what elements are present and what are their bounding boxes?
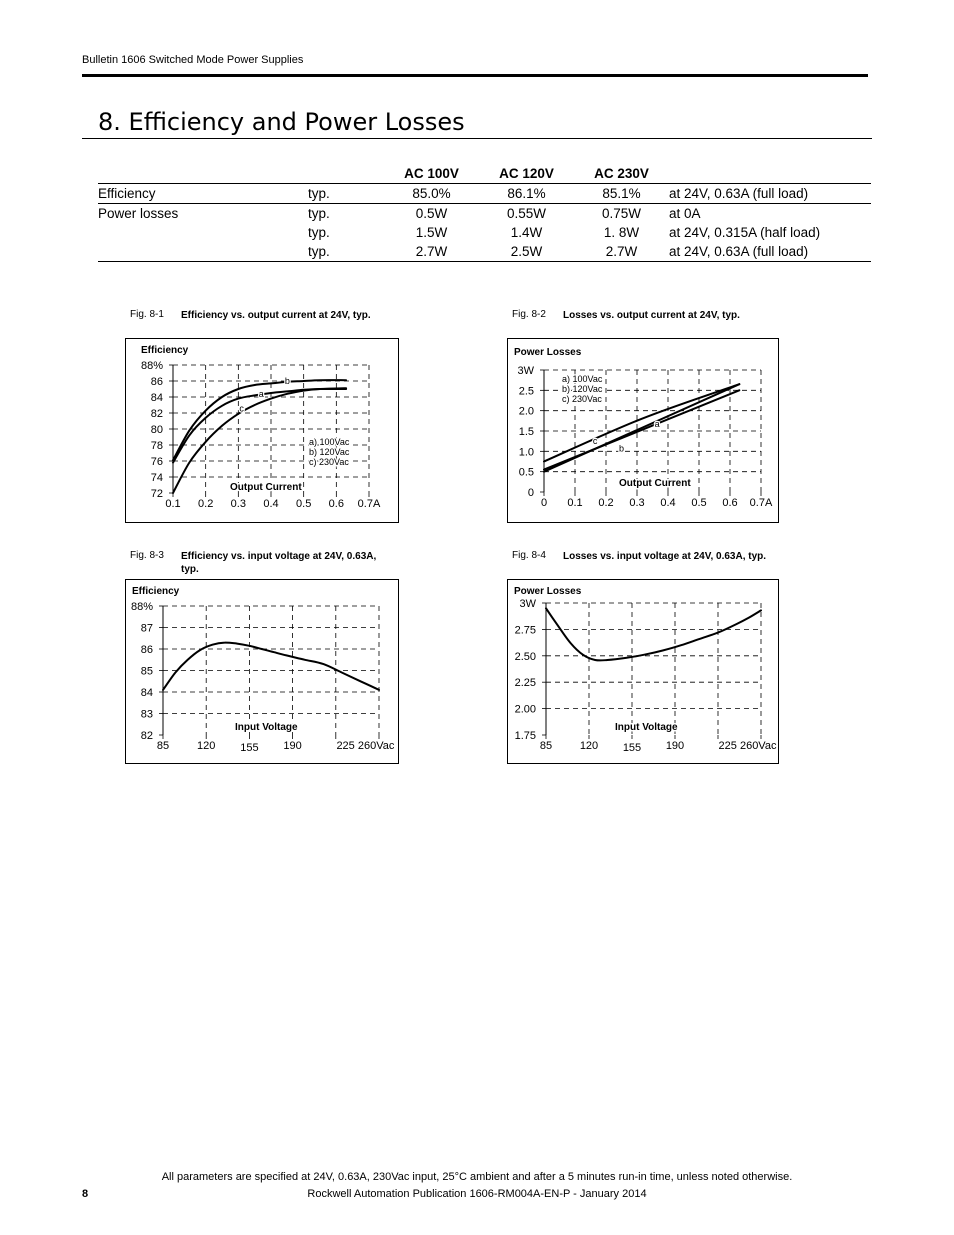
figure-number: Fig. 8-2 (512, 309, 546, 320)
x-tick-label: 0.6 (722, 497, 738, 509)
x-tick-label: 0.3 (629, 497, 645, 509)
figure-number: Fig. 8-1 (130, 309, 164, 320)
row-condition: at 24V, 0.63A (full load) (669, 242, 871, 262)
y-tick-label: 82 (140, 730, 153, 742)
chart-frame (126, 339, 399, 523)
losses-vs-output-current-chart (507, 338, 779, 523)
row-condition: at 24V, 0.63A (full load) (669, 184, 871, 204)
legend-entry: c) 230Vac (309, 457, 349, 467)
curve-label: b (618, 443, 625, 454)
y-tick-label: 87 (140, 622, 153, 635)
cell-value: 85.0% (384, 184, 479, 204)
x-tick-label: 155 (622, 742, 642, 754)
curve-label: c (239, 403, 244, 414)
figure-title: Losses vs. input voltage at 24V, 0.63A, typ. (563, 551, 767, 562)
curve-label: a (654, 418, 660, 429)
row-label: Efficiency (98, 184, 308, 204)
header-rule (82, 74, 868, 77)
y-tick-label: 78 (150, 440, 163, 452)
curve-label: c (592, 436, 598, 447)
row-condition: at 24V, 0.315A (half load) (669, 225, 821, 240)
x-tick-label: 0 (540, 497, 548, 509)
row-label (98, 242, 308, 262)
chart-title: Efficiency (132, 586, 180, 597)
cell-value: 2.7W (574, 242, 669, 262)
chart-frame (508, 580, 779, 764)
x-tick-label: 120 (197, 740, 216, 752)
y-tick-label: 0 (527, 487, 534, 499)
table-row (98, 242, 871, 262)
y-tick-label: 88% (140, 360, 163, 372)
y-tick-label: 3W (519, 598, 536, 610)
column-header: AC 120V (499, 165, 554, 181)
chart-title: Power Losses (514, 586, 582, 597)
table-row (98, 184, 871, 204)
y-tick-label: 76 (150, 456, 163, 468)
row-typ: typ. (308, 242, 384, 262)
cell-value: 0.55W (479, 204, 574, 224)
y-tick-label: 2.50 (514, 650, 536, 663)
cell-value: 1.4W (510, 225, 543, 240)
legend-entry: b) 120Vac (562, 384, 603, 394)
y-tick-label: 2.5 (518, 385, 534, 398)
x-tick-label: 0.4 (660, 497, 676, 509)
x-tick-label: 85 (539, 740, 553, 752)
x-tick-label: 0.4 (263, 498, 279, 510)
legend-entry: a) 100Vac (309, 437, 350, 447)
section-title: 8. Efficiency and Power Losses (98, 108, 465, 136)
x-tick-label: 0.5 (296, 498, 312, 510)
x-tick-label: 0.2 (598, 497, 614, 509)
y-tick-label: 82 (150, 408, 163, 420)
y-tick-label: 1.5 (518, 426, 534, 438)
curve-label: a (258, 389, 264, 399)
figure-number: Fig. 8-4 (512, 550, 546, 561)
chart-svg (125, 338, 399, 523)
cell-value: 1. 8W (603, 225, 640, 240)
y-tick-label: 0.5 (518, 466, 534, 479)
curve-label: b (284, 376, 290, 387)
y-tick-label: 72 (150, 488, 163, 500)
y-tick-label: 86 (150, 376, 163, 388)
y-tick-label: 2.00 (514, 703, 536, 716)
x-axis-label: Input Voltage (615, 722, 678, 733)
legend-entry: b) 120Vac (309, 447, 350, 457)
y-tick-label: 83 (140, 708, 153, 721)
title-rule (82, 138, 872, 139)
chart-frame (126, 580, 399, 764)
legend-entry: c) 230Vac (562, 394, 602, 404)
x-tick-label: 190 (283, 740, 302, 752)
column-header: AC 230V (594, 165, 649, 181)
y-tick-label: 88% (130, 601, 153, 613)
cell-value: 0.75W (574, 204, 669, 224)
y-tick-label: 80 (150, 424, 163, 436)
x-tick-label: 155 (240, 742, 259, 754)
cell-value: 2.7W (384, 242, 479, 262)
chart-frame (508, 339, 779, 523)
cell-value: 0.5W (384, 204, 479, 224)
figure-title: Efficiency vs. output current at 24V, typ. (181, 310, 371, 321)
x-tick-label: 0.3 (230, 498, 246, 510)
chart-svg (507, 338, 779, 523)
table-row (98, 223, 871, 242)
figure-title: Losses vs. output current at 24V, typ. (563, 310, 740, 321)
x-tick-label: 0.5 (691, 497, 707, 509)
y-tick-label: 1.75 (514, 730, 536, 742)
y-tick-label: 2.25 (514, 677, 536, 690)
x-axis-label: Output Current (619, 478, 691, 489)
figure-number: Fig. 8-3 (130, 550, 164, 561)
x-tick-label: 0.7A (749, 497, 773, 509)
x-tick-label: 225 260Vac (718, 740, 777, 752)
cell-value: 85.1% (574, 184, 669, 204)
row-condition: at 0A (669, 204, 871, 224)
y-tick-label: 85 (140, 665, 153, 678)
x-axis-label: Input Voltage (235, 722, 298, 733)
x-tick-label: 0.1 (165, 498, 181, 510)
losses-vs-input-voltage-chart (507, 579, 779, 764)
x-tick-label: 190 (665, 740, 685, 752)
legend-entry: a) 100Vac (562, 374, 603, 384)
footer-note: All parameters are specified at 24V, 0.63A, 230Vac input, 25°C ambient and after a 5 minutes run-in time, unless noted otherwise. (161, 1171, 793, 1183)
y-tick-label: 3W (517, 365, 534, 377)
row-typ: typ. (308, 225, 330, 240)
x-tick-label: 0.7A (357, 498, 381, 510)
row-typ: typ. (308, 184, 384, 204)
efficiency-spec-table (98, 163, 871, 262)
y-tick-label: 2.75 (514, 624, 536, 637)
row-label (98, 223, 308, 242)
table-row (98, 204, 871, 224)
running-header: Bulletin 1606 Switched Mode Power Supplies (82, 54, 304, 66)
cell-value: 86.1% (479, 184, 574, 204)
x-tick-label: 0.6 (328, 498, 344, 510)
x-tick-label: 85 (156, 740, 170, 752)
figure-title: Efficiency vs. input voltage at 24V, 0.63A, typ. (181, 551, 377, 575)
footer-publication: Rockwell Automation Publication 1606-RM004A-EN-P - January 2014 (307, 1188, 647, 1200)
cell-value: 2.5W (479, 242, 574, 262)
y-tick-label: 86 (140, 644, 153, 656)
chart-title: Power Losses (514, 347, 582, 358)
y-tick-label: 84 (140, 687, 153, 699)
y-tick-label: 2.0 (518, 405, 534, 418)
y-tick-label: 1.0 (518, 446, 534, 459)
table-header-row (98, 163, 871, 184)
row-typ: typ. (308, 204, 384, 224)
x-axis-label: Output Current (230, 482, 302, 493)
row-label: Power losses (98, 204, 308, 224)
page-number: 8 (82, 1188, 89, 1200)
efficiency-vs-output-current-chart (125, 338, 399, 523)
x-tick-label: 0.1 (567, 497, 583, 509)
y-tick-label: 84 (150, 392, 163, 404)
column-header: AC 100V (404, 165, 459, 181)
x-tick-label: 225 260Vac (336, 740, 395, 752)
y-tick-label: 74 (150, 472, 163, 484)
chart-title: Efficiency (141, 345, 189, 356)
x-tick-label: 120 (579, 740, 599, 752)
x-tick-label: 0.2 (198, 498, 214, 510)
cell-value: 1.5W (415, 225, 448, 240)
efficiency-vs-input-voltage-chart (125, 579, 399, 764)
chart-svg (507, 579, 779, 764)
chart-svg (125, 579, 399, 764)
